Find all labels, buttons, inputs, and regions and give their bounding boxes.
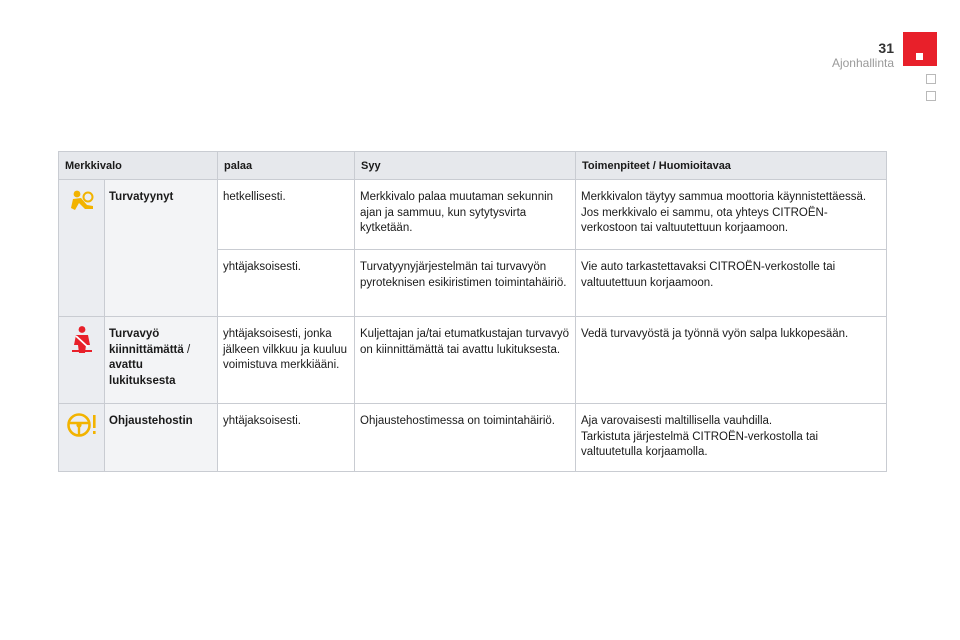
action-cell <box>576 180 887 250</box>
state-cell: yhtäjaksoisesti, jonka jälkeen vilkkuu ja kuuluu voimistuva merkkiääni. <box>218 317 355 404</box>
cause-cell: Turvatyynyjärjestelmän tai turvavyön pyroteknisen esikiristimen toimintahäiriö. <box>355 250 576 317</box>
state-cell: yhtäjaksoisesti. <box>218 250 355 317</box>
action-cell <box>576 317 887 404</box>
section-title: Ajonhallinta <box>831 56 894 70</box>
state-cell: hetkellisesti. <box>218 180 355 250</box>
table-row <box>59 317 887 404</box>
action-line: Tarkistuta järjestelmä CITROËN-verkostolla tai valtuutetulla korjaamolla. <box>581 430 819 458</box>
seatbelt-warning-icon <box>69 325 95 355</box>
warning-lights-table <box>58 151 887 472</box>
action-line: Jos merkkivalo ei sammu, ota yhteys CITROËN-verkostoon tai valtuutettuun korjaamoon. <box>581 206 828 234</box>
col-header-cause: Syy <box>355 152 576 180</box>
chapter-tab-active[interactable] <box>903 32 937 66</box>
chapter-tab[interactable] <box>926 91 936 101</box>
indicator-name: Turvatyynyt <box>105 180 218 317</box>
airbag-warning-icon <box>67 188 97 214</box>
action-line: Merkkivalon täytyy sammua moottoria käynnistettäessä. <box>581 191 867 203</box>
cause-cell: Merkkivalo palaa muutaman sekunnin ajan ja sammuu, kun sytytysvirta kytketään. <box>355 180 576 250</box>
indicator-icon-cell <box>59 404 105 472</box>
table-row <box>59 404 887 472</box>
cause-cell: Ohjaustehostimessa on toimintahäiriö. <box>355 404 576 472</box>
indicator-name: Ohjaustehostin <box>105 404 218 472</box>
table-header-row <box>59 152 887 180</box>
indicator-icon-cell <box>59 317 105 404</box>
state-cell: yhtäjaksoisesti. <box>218 404 355 472</box>
action-line: Aja varovaisesti maltillisella vauhdilla. <box>581 415 773 427</box>
indicator-name-part: Turvavyö kiinnittämättä <box>109 328 184 356</box>
tab-marker-icon <box>916 53 923 60</box>
action-cell <box>576 404 887 472</box>
col-header-state: palaa <box>218 152 355 180</box>
cause-cell: Kuljettajan ja/tai etumatkustajan turvavyö on kiinnittämättä tai avattu lukituksesta. <box>355 317 576 404</box>
col-header-indicator: Merkkivalo <box>59 152 218 180</box>
chapter-tab[interactable] <box>926 74 936 84</box>
table-row <box>59 180 887 250</box>
indicator-name-part: avattu lukituksesta <box>109 359 176 387</box>
col-header-action: Toimenpiteet / Huomioitavaa <box>576 152 887 180</box>
indicator-name-separator: / <box>183 343 191 356</box>
action-line: Vie auto tarkastettavaksi CITROËN-verkostolle tai valtuutettuun korjaamoon. <box>581 261 836 289</box>
power-steering-warning-icon <box>66 412 98 438</box>
indicator-icon-cell <box>59 180 105 317</box>
indicator-name <box>105 317 218 404</box>
page-number: 31 <box>878 40 894 56</box>
action-cell <box>576 250 887 317</box>
action-line: Vedä turvavyöstä ja työnnä vyön salpa lukkopesään. <box>581 328 849 340</box>
